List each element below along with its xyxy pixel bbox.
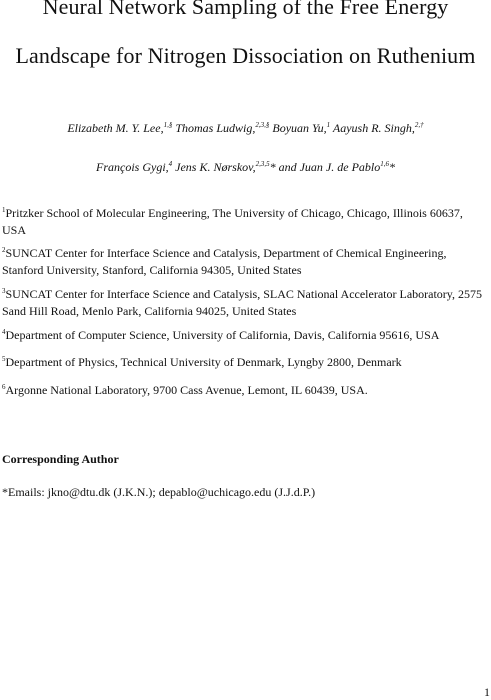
author-name: Jens K. Nørskov, [175,160,256,174]
affiliation-6 [2,382,487,399]
affiliation-marker: 2 [2,246,6,254]
affiliation-marker: 6 [2,383,6,391]
author-affil-marker: 2,3,5 [255,160,270,168]
affiliation-1 [2,205,487,239]
author-name: Juan J. de Pablo [299,160,381,174]
corresponding-author-heading: Corresponding Author [2,452,119,466]
authors-line-1 [0,121,491,136]
affiliation-marker: 1 [2,206,6,214]
author-affil-marker: 4 [168,160,173,168]
corresponding-emails: *Emails: jkno@dtu.dk (J.K.N.); depablo@uchicago.edu (J.J.d.P.) [2,485,316,499]
author-affil-marker: 2,3,§ [255,121,270,129]
affiliation-text: Department of Computer Science, University of California, Davis, California 95616, USA [5,328,440,342]
authors-line-2 [0,160,491,175]
affiliation-3 [2,286,487,320]
affiliation-marker: 4 [2,328,6,336]
author-name: Boyuan Yu, [272,121,327,135]
affiliation-text: SUNCAT Center for Interface Science and Catalysis, Department of Chemical Engineering, Stanford University, Stanford, California 94305, United States [2,246,447,277]
affiliation-5 [2,354,487,371]
author-name: Elizabeth M. Y. Lee, [67,121,164,135]
affiliation-marker: 5 [2,355,6,363]
author-name: François Gygi, [96,160,169,174]
affiliation-text: Pritzker School of Molecular Engineering, The University of Chicago, Chicago, Illinois 60637, USA [2,206,463,237]
author-affil-marker: 1,§ [163,121,173,129]
author-affil-marker: 2,† [414,121,424,129]
title-line-1: Neural Network Sampling of the Free Energy [42,0,449,19]
affiliation-2 [2,245,487,279]
corresponding-mark: * [389,160,395,174]
affiliation-4 [2,327,487,344]
corresponding-mark: * [269,160,276,174]
author-affil-marker: 1,6 [380,160,389,168]
title-line-2: Landscape for Nitrogen Dissociation on Ruthenium [15,43,476,68]
page-number: 1 [484,685,490,699]
affiliation-text: Department of Physics, Technical University of Denmark, Lyngby 2800, Denmark [5,355,402,369]
author-name: Thomas Ludwig, [175,121,256,135]
affiliation-text: Argonne National Laboratory, 9700 Cass Avenue, Lemont, IL 60439, USA. [5,383,368,397]
affiliation-text: SUNCAT Center for Interface Science and Catalysis, SLAC National Accelerator Laboratory, 2575 Sand Hill Road, Menlo Park, California 94025, United States [2,287,483,318]
author-name: Aayush R. Singh, [332,121,415,135]
affiliation-marker: 3 [2,287,6,295]
author-connector: and [278,160,297,174]
author-affil-marker: 1 [326,121,331,129]
